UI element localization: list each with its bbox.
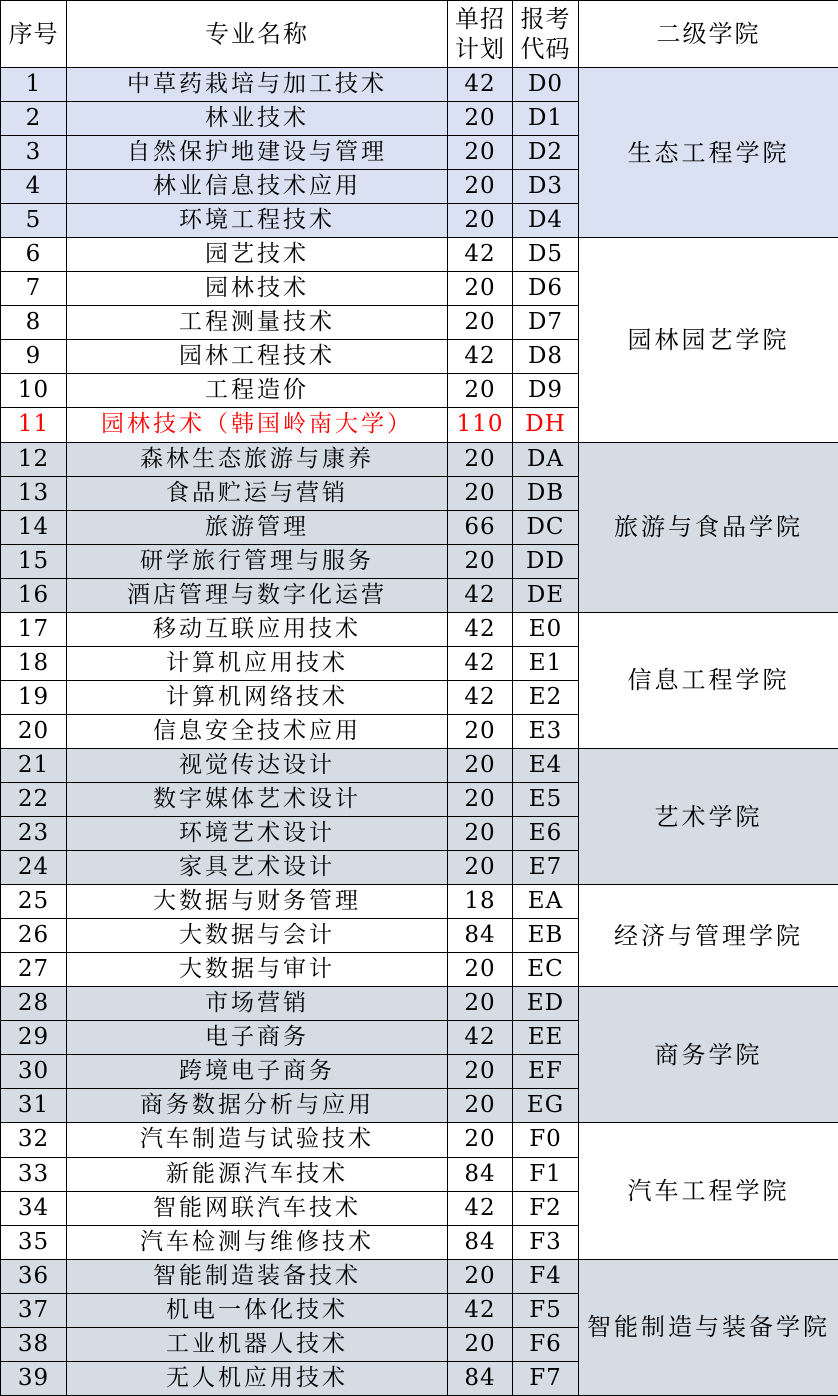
row-major-name-cell: 林业信息技术应用 <box>67 170 448 204</box>
row-code-cell: D9 <box>513 374 579 408</box>
row-plan-cell: 66 <box>448 510 513 544</box>
row-plan-cell: 20 <box>448 782 513 816</box>
row-plan-cell: 42 <box>448 68 513 102</box>
row-code-cell: E0 <box>513 612 579 646</box>
row-code-cell: F7 <box>513 1361 579 1395</box>
row-seq-cell: 23 <box>1 817 67 851</box>
college-cell: 智能制造与装备学院 <box>579 1259 838 1395</box>
college-cell: 园林园艺学院 <box>579 238 838 442</box>
row-code-cell: E3 <box>513 714 579 748</box>
row-major-name-cell: 商务数据分析与应用 <box>67 1089 448 1123</box>
row-seq-cell: 39 <box>1 1361 67 1395</box>
row-code-cell: DH <box>513 408 579 442</box>
row-major-name-cell: 大数据与审计 <box>67 953 448 987</box>
row-code-cell: F2 <box>513 1191 579 1225</box>
college-cell: 旅游与食品学院 <box>579 442 838 612</box>
row-major-name-cell: 新能源汽车技术 <box>67 1157 448 1191</box>
row-plan-cell: 18 <box>448 885 513 919</box>
row-major-name-cell: 智能制造装备技术 <box>67 1259 448 1293</box>
row-code-cell: DC <box>513 510 579 544</box>
row-plan-cell: 42 <box>448 612 513 646</box>
row-plan-cell: 110 <box>448 408 513 442</box>
row-plan-cell: 20 <box>448 714 513 748</box>
header-code-line1: 报考 <box>520 5 571 33</box>
row-major-name-cell: 跨境电子商务 <box>67 1055 448 1089</box>
row-plan-cell: 84 <box>448 1157 513 1191</box>
row-major-name-cell: 信息安全技术应用 <box>67 714 448 748</box>
row-plan-cell: 20 <box>448 1089 513 1123</box>
row-major-name-cell: 计算机应用技术 <box>67 646 448 680</box>
row-plan-cell: 20 <box>448 170 513 204</box>
row-code-cell: DE <box>513 578 579 612</box>
row-seq-cell: 30 <box>1 1055 67 1089</box>
row-seq-cell: 1 <box>1 68 67 102</box>
row-major-name-cell: 机电一体化技术 <box>67 1293 448 1327</box>
header-plan-line1: 单招 <box>455 5 505 33</box>
row-seq-cell: 19 <box>1 680 67 714</box>
header-code <box>513 1 579 68</box>
table-row <box>1 987 838 1021</box>
header-college: 二级学院 <box>579 1 838 68</box>
row-plan-cell: 84 <box>448 1361 513 1395</box>
row-seq-cell: 9 <box>1 340 67 374</box>
row-seq-cell: 27 <box>1 953 67 987</box>
row-code-cell: E5 <box>513 782 579 816</box>
row-major-name-cell: 林业技术 <box>67 102 448 136</box>
row-major-name-cell: 视觉传达设计 <box>67 748 448 782</box>
row-seq-cell: 33 <box>1 1157 67 1191</box>
row-code-cell: D6 <box>513 272 579 306</box>
row-plan-cell: 42 <box>448 238 513 272</box>
header-seq: 序号 <box>1 1 67 68</box>
row-plan-cell: 42 <box>448 680 513 714</box>
college-cell: 艺术学院 <box>579 748 838 884</box>
row-major-name-cell: 计算机网络技术 <box>67 680 448 714</box>
table-row <box>1 1123 838 1157</box>
row-seq-cell: 6 <box>1 238 67 272</box>
college-cell: 信息工程学院 <box>579 612 838 748</box>
row-seq-cell: 37 <box>1 1293 67 1327</box>
row-major-name-cell: 工程造价 <box>67 374 448 408</box>
table-row <box>1 885 838 919</box>
header-row <box>1 1 838 68</box>
row-major-name-cell: 工程测量技术 <box>67 306 448 340</box>
row-code-cell: E6 <box>513 817 579 851</box>
row-major-name-cell: 电子商务 <box>67 1021 448 1055</box>
row-seq-cell: 22 <box>1 782 67 816</box>
row-code-cell: F1 <box>513 1157 579 1191</box>
row-code-cell: EG <box>513 1089 579 1123</box>
row-plan-cell: 20 <box>448 748 513 782</box>
row-seq-cell: 29 <box>1 1021 67 1055</box>
row-plan-cell: 42 <box>448 646 513 680</box>
header-code-line2: 代码 <box>520 35 571 63</box>
row-seq-cell: 32 <box>1 1123 67 1157</box>
row-major-name-cell: 自然保护地建设与管理 <box>67 136 448 170</box>
row-plan-cell: 20 <box>448 544 513 578</box>
row-major-name-cell: 园林技术 <box>67 272 448 306</box>
row-code-cell: E7 <box>513 851 579 885</box>
row-major-name-cell: 环境工程技术 <box>67 204 448 238</box>
row-plan-cell: 42 <box>448 578 513 612</box>
header-plan-line2: 计划 <box>455 35 505 63</box>
row-plan-cell: 84 <box>448 1225 513 1259</box>
row-major-name-cell: 森林生态旅游与康养 <box>67 442 448 476</box>
row-code-cell: DB <box>513 476 579 510</box>
table-row <box>1 442 838 476</box>
row-code-cell: D5 <box>513 238 579 272</box>
row-code-cell: EB <box>513 919 579 953</box>
row-seq-cell: 8 <box>1 306 67 340</box>
row-major-name-cell: 大数据与会计 <box>67 919 448 953</box>
header-plan <box>448 1 513 68</box>
row-major-name-cell: 园艺技术 <box>67 238 448 272</box>
row-seq-cell: 20 <box>1 714 67 748</box>
row-plan-cell: 20 <box>448 136 513 170</box>
row-major-name-cell: 数字媒体艺术设计 <box>67 782 448 816</box>
row-seq-cell: 35 <box>1 1225 67 1259</box>
row-plan-cell: 42 <box>448 1293 513 1327</box>
row-plan-cell: 20 <box>448 987 513 1021</box>
row-seq-cell: 5 <box>1 204 67 238</box>
row-code-cell: F6 <box>513 1327 579 1361</box>
row-major-name-cell: 工业机器人技术 <box>67 1327 448 1361</box>
row-plan-cell: 20 <box>448 953 513 987</box>
row-code-cell: D1 <box>513 102 579 136</box>
college-cell: 生态工程学院 <box>579 68 838 238</box>
row-code-cell: EC <box>513 953 579 987</box>
row-plan-cell: 20 <box>448 476 513 510</box>
row-major-name-cell: 移动互联应用技术 <box>67 612 448 646</box>
table-row <box>1 612 838 646</box>
college-cell: 经济与管理学院 <box>579 885 838 987</box>
row-code-cell: F3 <box>513 1225 579 1259</box>
row-seq-cell: 4 <box>1 170 67 204</box>
row-seq-cell: 24 <box>1 851 67 885</box>
row-code-cell: E2 <box>513 680 579 714</box>
row-major-name-cell: 研学旅行管理与服务 <box>67 544 448 578</box>
row-code-cell: D8 <box>513 340 579 374</box>
college-cell: 汽车工程学院 <box>579 1123 838 1259</box>
row-plan-cell: 20 <box>448 1259 513 1293</box>
row-code-cell: D0 <box>513 68 579 102</box>
row-seq-cell: 34 <box>1 1191 67 1225</box>
row-code-cell: E4 <box>513 748 579 782</box>
row-major-name-cell: 市场营销 <box>67 987 448 1021</box>
row-major-name-cell: 智能网联汽车技术 <box>67 1191 448 1225</box>
row-code-cell: EF <box>513 1055 579 1089</box>
row-plan-cell: 20 <box>448 1123 513 1157</box>
row-code-cell: F0 <box>513 1123 579 1157</box>
row-seq-cell: 14 <box>1 510 67 544</box>
row-plan-cell: 20 <box>448 851 513 885</box>
row-plan-cell: 20 <box>448 102 513 136</box>
row-major-name-cell: 大数据与财务管理 <box>67 885 448 919</box>
row-code-cell: D4 <box>513 204 579 238</box>
row-major-name-cell: 旅游管理 <box>67 510 448 544</box>
row-major-name-cell: 家具艺术设计 <box>67 851 448 885</box>
row-seq-cell: 31 <box>1 1089 67 1123</box>
row-code-cell: ED <box>513 987 579 1021</box>
row-seq-cell: 11 <box>1 408 67 442</box>
row-seq-cell: 2 <box>1 102 67 136</box>
row-major-name-cell: 环境艺术设计 <box>67 817 448 851</box>
row-code-cell: EA <box>513 885 579 919</box>
row-seq-cell: 13 <box>1 476 67 510</box>
row-code-cell: D3 <box>513 170 579 204</box>
row-major-name-cell: 无人机应用技术 <box>67 1361 448 1395</box>
header-major: 专业名称 <box>67 1 448 68</box>
row-code-cell: DA <box>513 442 579 476</box>
row-plan-cell: 20 <box>448 442 513 476</box>
row-seq-cell: 26 <box>1 919 67 953</box>
college-cell: 商务学院 <box>579 987 838 1123</box>
row-major-name-cell: 汽车制造与试验技术 <box>67 1123 448 1157</box>
row-plan-cell: 20 <box>448 1055 513 1089</box>
row-plan-cell: 84 <box>448 919 513 953</box>
table-row <box>1 68 838 102</box>
row-seq-cell: 17 <box>1 612 67 646</box>
row-code-cell: D7 <box>513 306 579 340</box>
row-seq-cell: 10 <box>1 374 67 408</box>
row-seq-cell: 36 <box>1 1259 67 1293</box>
row-major-name-cell: 园林技术（韩国岭南大学） <box>67 408 448 442</box>
row-plan-cell: 20 <box>448 306 513 340</box>
table-row <box>1 748 838 782</box>
row-plan-cell: 42 <box>448 1021 513 1055</box>
row-major-name-cell: 园林工程技术 <box>67 340 448 374</box>
row-seq-cell: 18 <box>1 646 67 680</box>
row-code-cell: E1 <box>513 646 579 680</box>
row-plan-cell: 42 <box>448 340 513 374</box>
row-major-name-cell: 酒店管理与数字化运营 <box>67 578 448 612</box>
table-row <box>1 238 838 272</box>
row-code-cell: DD <box>513 544 579 578</box>
row-code-cell: EE <box>513 1021 579 1055</box>
row-major-name-cell: 中草药栽培与加工技术 <box>67 68 448 102</box>
row-seq-cell: 12 <box>1 442 67 476</box>
row-plan-cell: 20 <box>448 204 513 238</box>
row-seq-cell: 3 <box>1 136 67 170</box>
row-seq-cell: 21 <box>1 748 67 782</box>
row-seq-cell: 28 <box>1 987 67 1021</box>
row-seq-cell: 15 <box>1 544 67 578</box>
row-plan-cell: 20 <box>448 374 513 408</box>
row-seq-cell: 25 <box>1 885 67 919</box>
row-code-cell: F5 <box>513 1293 579 1327</box>
row-major-name-cell: 汽车检测与维修技术 <box>67 1225 448 1259</box>
row-code-cell: F4 <box>513 1259 579 1293</box>
row-plan-cell: 20 <box>448 817 513 851</box>
row-plan-cell: 20 <box>448 1327 513 1361</box>
row-code-cell: D2 <box>513 136 579 170</box>
row-seq-cell: 16 <box>1 578 67 612</box>
row-plan-cell: 20 <box>448 272 513 306</box>
row-plan-cell: 42 <box>448 1191 513 1225</box>
row-seq-cell: 7 <box>1 272 67 306</box>
table-row <box>1 1259 838 1293</box>
row-major-name-cell: 食品贮运与营销 <box>67 476 448 510</box>
row-seq-cell: 38 <box>1 1327 67 1361</box>
table-body <box>1 68 838 1396</box>
